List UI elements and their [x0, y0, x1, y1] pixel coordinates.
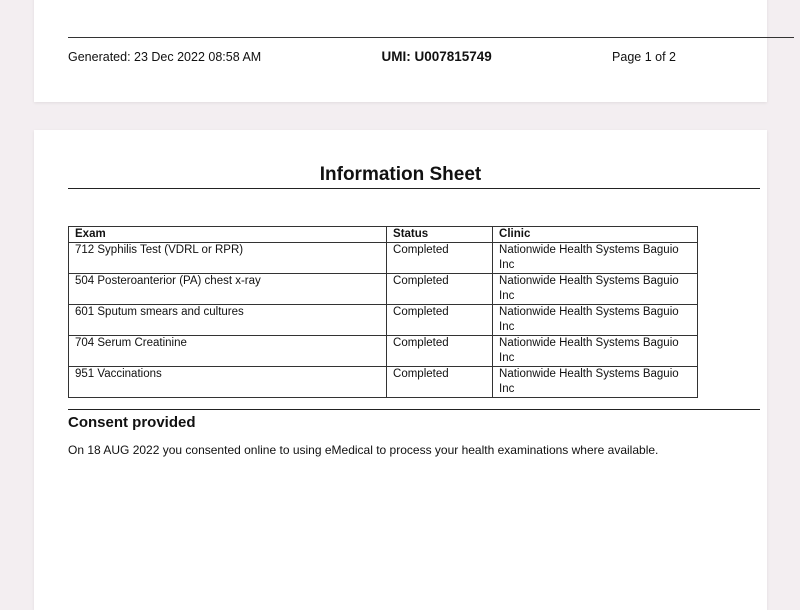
page-header [68, 49, 676, 64]
table-row [69, 243, 698, 274]
page-two [34, 130, 767, 610]
column-header-status: Status [387, 227, 493, 243]
clinic-cell: Nationwide Health Systems Baguio Inc [493, 243, 698, 274]
clinic-cell: Nationwide Health Systems Baguio Inc [493, 274, 698, 305]
status-cell: Completed [387, 367, 493, 398]
status-cell: Completed [387, 243, 493, 274]
exam-cell: 951 Vaccinations [69, 367, 387, 398]
status-cell: Completed [387, 305, 493, 336]
table-row [69, 336, 698, 367]
exam-cell: 712 Syphilis Test (VDRL or RPR) [69, 243, 387, 274]
page-number: Page 1 of 2 [612, 49, 676, 64]
exam-cell: 704 Serum Creatinine [69, 336, 387, 367]
clinic-cell: Nationwide Health Systems Baguio Inc [493, 336, 698, 367]
table-row [69, 305, 698, 336]
table-header-row [69, 227, 698, 243]
clinic-cell: Nationwide Health Systems Baguio Inc [493, 367, 698, 398]
table-row [69, 274, 698, 305]
umi-number: UMI: U007815749 [381, 49, 492, 64]
generated-timestamp: Generated: 23 Dec 2022 08:58 AM [68, 49, 262, 64]
consent-text: On 18 AUG 2022 you consented online to using eMedical to process your health examinations where available. [68, 443, 659, 457]
exam-cell: 601 Sputum smears and cultures [69, 305, 387, 336]
title-divider [68, 188, 760, 189]
consent-heading: Consent provided [68, 414, 196, 431]
sheet-title: Information Sheet [319, 164, 482, 185]
column-header-exam: Exam [69, 227, 387, 243]
page-one-bottom [34, 0, 767, 102]
status-cell: Completed [387, 336, 493, 367]
header-divider [68, 37, 794, 38]
clinic-cell: Nationwide Health Systems Baguio Inc [493, 305, 698, 336]
exams-table [68, 226, 698, 398]
exam-cell: 504 Posteroanterior (PA) chest x-ray [69, 274, 387, 305]
column-header-clinic: Clinic [493, 227, 698, 243]
table-row [69, 367, 698, 398]
consent-divider [68, 409, 760, 410]
status-cell: Completed [387, 274, 493, 305]
